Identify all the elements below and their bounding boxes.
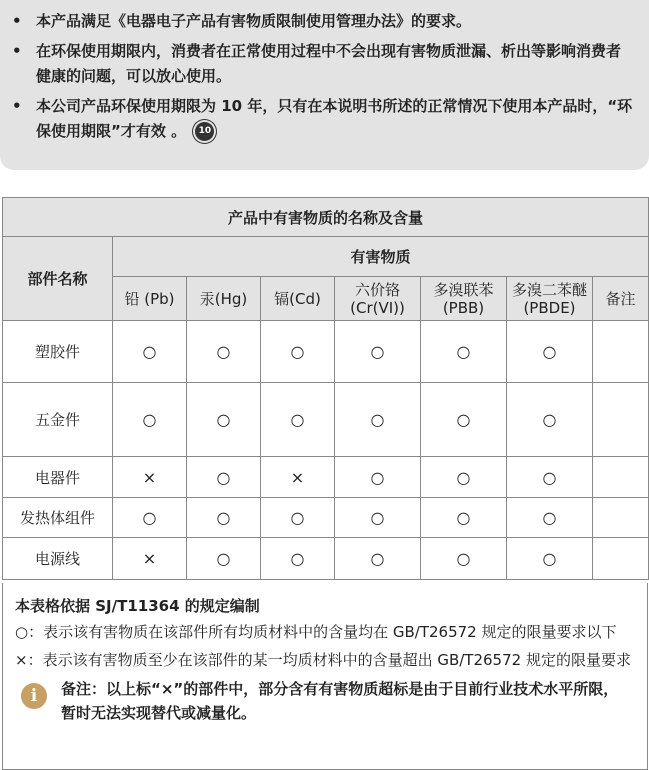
- remark-block: [15, 677, 633, 725]
- mark-cell: ○: [421, 457, 507, 498]
- cross-legend: ×：表示该有害物质至少在该部件的某一均质材料中的含量超出 GB/T26572 规定的限量要求: [15, 651, 631, 669]
- info-icon: i: [21, 683, 47, 709]
- mark-cell: ×: [261, 457, 335, 498]
- notice-bullet: • 本产品满足《电器电子产品有害物质限制使用管理办法》的要求。: [12, 9, 635, 34]
- column-header-remark: 备注: [593, 277, 649, 321]
- table-basis-note: 本表格依据 SJ/T11364 的规定编制: [15, 597, 260, 615]
- mark-cell: ○: [335, 383, 421, 457]
- notice-text-3: 本公司产品环保使用期限为 10 年，只有在本说明书所述的正常情况下使用本产品时，“环保使用期限”才有效 。: [36, 97, 633, 140]
- notice-panel: [0, 0, 649, 170]
- mark-cell: ○: [261, 383, 335, 457]
- mark-cell: ○: [261, 321, 335, 383]
- mark-cell: ○: [421, 498, 507, 538]
- table-row: [3, 498, 649, 538]
- mark-cell: ○: [507, 498, 593, 538]
- mark-cell: ○: [335, 538, 421, 580]
- part-name: 电器件: [3, 457, 113, 498]
- remark-cell: [593, 321, 649, 383]
- column-header-pb: 铅 (Pb): [113, 277, 187, 321]
- mark-cell: ○: [507, 383, 593, 457]
- column-header-pbb: 多溴联苯 (PBB): [421, 277, 507, 321]
- mark-cell: ○: [335, 321, 421, 383]
- mark-cell: ○: [113, 321, 187, 383]
- mark-cell: ○: [187, 383, 261, 457]
- remark-text: 备注：以上标“×”的部件中，部分含有有害物质超标是由于目前行业技术水平所限，暂时无法实现替代或减量化。: [61, 680, 619, 722]
- mark-cell: ○: [507, 538, 593, 580]
- substance-group-header: 有害物质: [113, 237, 649, 277]
- mark-cell: ×: [113, 457, 187, 498]
- part-name: 五金件: [3, 383, 113, 457]
- column-header-cr6: 六价铬 (Cr(VI)): [335, 277, 421, 321]
- mark-cell: ○: [335, 498, 421, 538]
- mark-cell: ○: [421, 321, 507, 383]
- remark-cell: [593, 457, 649, 498]
- table-row: [3, 383, 649, 457]
- notice-bullet: • 本公司产品环保使用期限为 10 年，只有在本说明书所述的正常情况下使用本产品时，“环保使用期限”才有效 。 10: [12, 97, 633, 140]
- mark-cell: ○: [507, 321, 593, 383]
- circle-legend: ○：表示该有害物质在该部件所有均质材料中的含量均在 GB/T26572 规定的限量要求以下: [15, 623, 617, 641]
- mark-cell: ○: [507, 457, 593, 498]
- mark-cell: ○: [421, 538, 507, 580]
- part-name: 电源线: [3, 538, 113, 580]
- notice-bullet: • 在环保使用期限内，消费者在正常使用过程中不会出现有害物质泄漏、析出等影响消费者健康的问题，可以放心使用。: [12, 39, 635, 89]
- column-header-hg: 汞(Hg): [187, 277, 261, 321]
- mark-cell: ○: [261, 498, 335, 538]
- mark-cell: ○: [261, 538, 335, 580]
- table-title: 产品中有害物质的名称及含量: [3, 198, 649, 237]
- table-row: [3, 538, 649, 580]
- notice-text-1: 本产品满足《电器电子产品有害物质限制使用管理办法》的要求。: [36, 12, 472, 30]
- eco-period-10-icon: 10: [195, 122, 214, 141]
- mark-cell: ○: [421, 383, 507, 457]
- mark-cell: ×: [113, 538, 187, 580]
- mark-cell: ○: [187, 321, 261, 383]
- table-notes: [2, 583, 648, 770]
- part-name: 发热体组件: [3, 498, 113, 538]
- column-header-cd: 镉(Cd): [261, 277, 335, 321]
- part-name: 塑胶件: [3, 321, 113, 383]
- table-row: [3, 457, 649, 498]
- remark-cell: [593, 383, 649, 457]
- column-header-pbde: 多溴二苯醚 (PBDE): [507, 277, 593, 321]
- hazardous-substance-table: [2, 197, 649, 580]
- mark-cell: ○: [113, 498, 187, 538]
- mark-cell: ○: [187, 538, 261, 580]
- mark-cell: ○: [187, 457, 261, 498]
- part-name-header: 部件名称: [3, 237, 113, 321]
- remark-cell: [593, 498, 649, 538]
- notice-text-2: 在环保使用期限内，消费者在正常使用过程中不会出现有害物质泄漏、析出等影响消费者健康的问题，可以放心使用。: [36, 42, 622, 85]
- remark-cell: [593, 538, 649, 580]
- table-row: [3, 321, 649, 383]
- mark-cell: ○: [187, 498, 261, 538]
- mark-cell: ○: [335, 457, 421, 498]
- mark-cell: ○: [113, 383, 187, 457]
